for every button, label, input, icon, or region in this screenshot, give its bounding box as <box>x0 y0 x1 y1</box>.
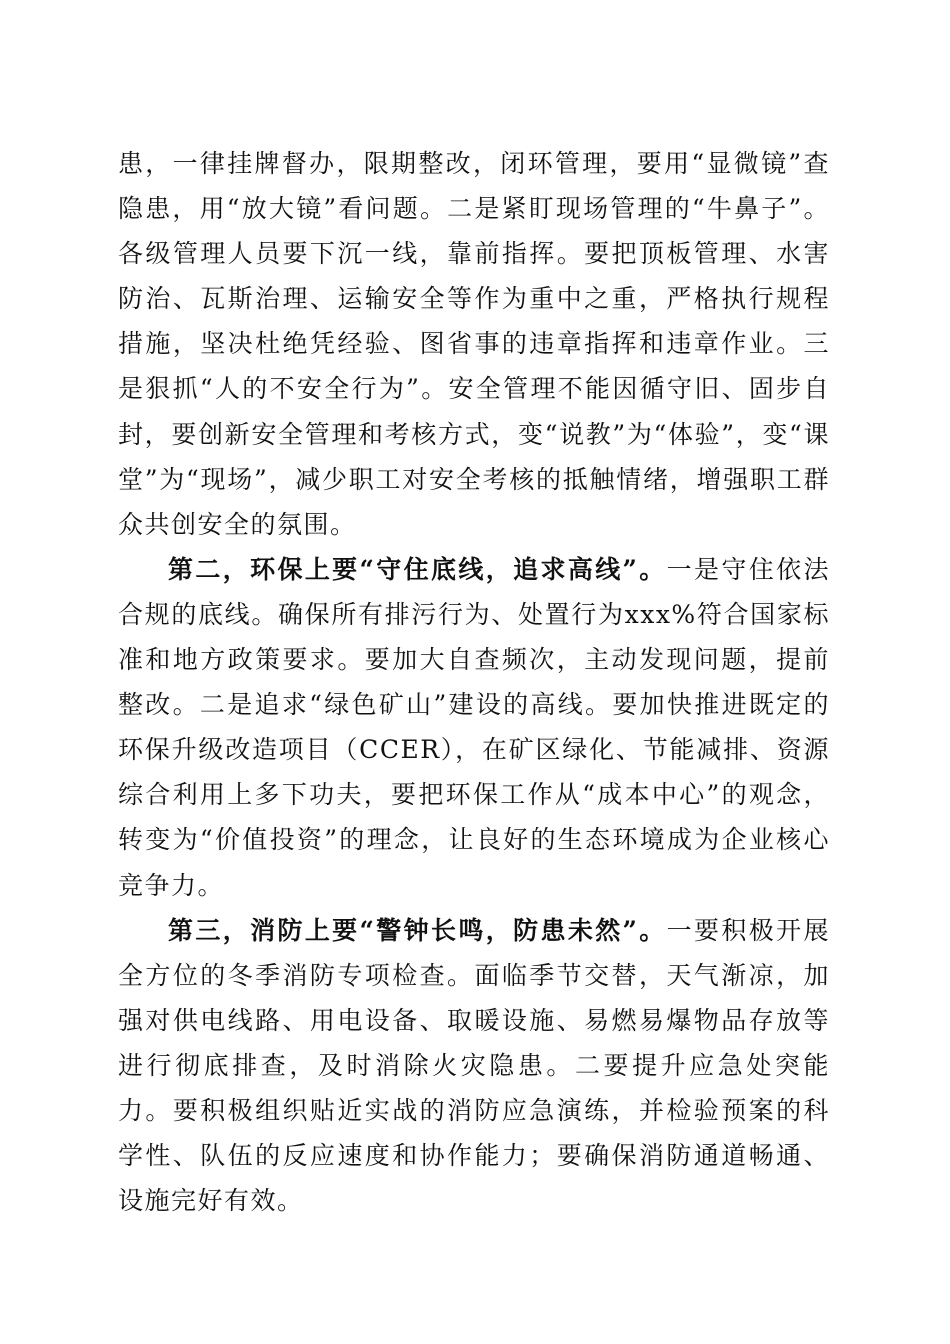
paragraph-continuation <box>118 141 830 547</box>
paragraph-text: 患，一律挂牌督办，限期整改，闭环管理，要用“显微镜”查隐患，用“放大镜”看问题。二是紧盯现场管理的“牛鼻子”。各级管理人员要下沉一线，靠前指挥。要把顶板管理、水害防治、瓦斯治理、运输安全等作为重中之重，严格执行规程措施，坚决杜绝凭经验、图省事的违章指挥和违章作业。三是狠抓“人的不安全行为”。安全管理不能因循守旧、固步自封，要创新安全管理和考核方式，变“说教”为“体验”，变“课堂”为“现场”，减少职工对安全考核的抵触情绪，增强职工群众共创安全的氛围。 <box>118 149 830 539</box>
paragraph-heading: 第三，消防上要“警钟长鸣，防患未然”。 <box>168 915 667 945</box>
paragraph-text: 一是守住依法合规的底线。确保所有排污行为、处置行为xxx%符合国家标准和地方政策要求。要加大自查频次，主动发现问题，提前整改。二是追求“绿色矿山”建设的高线。要加快推进既定的环保升级改造项目（CCER），在矿区绿化、节能减排、资源综合利用上多下功夫，要把环保工作从“成本中心”的观念，转变为“价值投资”的理念，让良好的生态环境成为企业核心竞争力。 <box>118 554 830 900</box>
paragraph-fire-safety <box>118 908 830 1224</box>
document-body <box>118 141 830 1223</box>
paragraph-text: 一要积极开展全方位的冬季消防专项检查。面临季节交替，天气渐凉，加强对供电线路、用电设备、取暖设施、易燃易爆物品存放等进行彻底排查，及时消除火灾隐患。二要提升应急处突能力。要积极组织贴近实战的消防应急演练，并检验预案的科学性、队伍的反应速度和协作能力；要确保消防通道畅通、设施完好有效。 <box>118 915 830 1216</box>
paragraph-heading: 第二，环保上要“守住底线，追求高线”。 <box>168 554 667 584</box>
paragraph-environment <box>118 547 830 908</box>
